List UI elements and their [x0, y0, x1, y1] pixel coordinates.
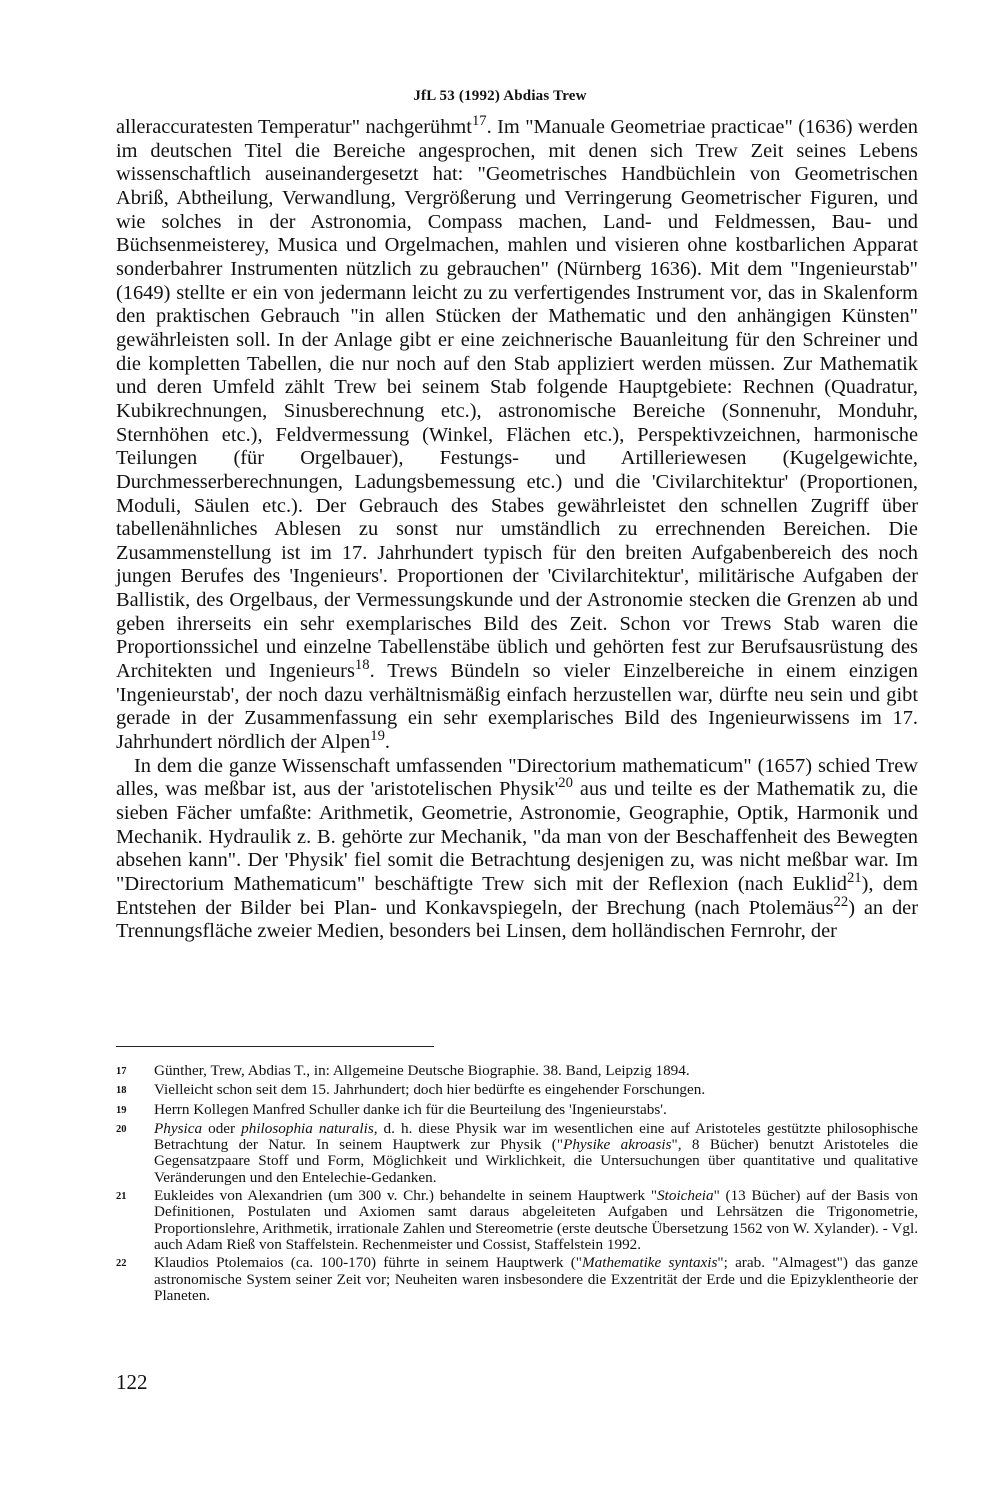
footnote — [116, 1102, 918, 1119]
body-text — [116, 112, 919, 944]
paragraph-text: aus und teilte es der Mathematik zu, die sieben Fächer umfaßte: Arithmetik, Geometrie, Astronomie, Geographie, Optik, Harmonik und Mechanik. Hydraulik z. B. gehörte zur Mechanik, "da man von der Beschaffenheit des Bewegten absehen kann". Der 'Physik' fiel somit die Betrachtung desjenigen zu, was nicht meßbar war. Im "Directorium Mathematicum" beschäftigte Trew sich mit der Reflexion (nach Euklid — [116, 778, 918, 895]
paragraph-text: . — [384, 731, 391, 754]
paragraph — [116, 112, 919, 755]
footnote-text-part: Klaudios Ptolemaios (ca. 100-170) führte in seinem Hauptwerk (" — [154, 1254, 582, 1272]
footnotes — [116, 1063, 918, 1306]
footnote-text-part: oder — [202, 1119, 242, 1137]
footnote-ref-19: 19 — [370, 727, 385, 744]
footnote-italic: Mathematike syntaxis — [581, 1254, 718, 1272]
footnote-text-part: " (13 Bücher) auf der Basis von Definitionen, Postulaten und Axiomen samt daraus abgeleiteten Aufgaben und Lehrsätzen die Trigonometrie, Proportionslehre, Arithmetik, irrationale Zahlen und Stereometrie (erste deutsche Übersetzung 1562 von W. Xylander). - Vgl. auch Adam Rieß von Staffelstein. Rechenmeister und Cossist, Staffelstein 1992. — [154, 1187, 918, 1253]
footnote — [116, 1255, 918, 1304]
paragraph-text: . Im "Manuale Geometriae practicae" (1636) werden im deutschen Titel die Bereiche angesprochen, mit denen sich Trew Zeit seines Lebens wissenschaftlich auseinandergesetzt hat: "Geometrisches Handbüchlein von Geometrischen Abriß, Abtheilung, Verwandlung, Vergrößerung und Verringerung Geometrischer Figuren, und wie solches in der Astronomia, Compass machen, Land- und Feldmessen, Bau- und Büchsenmeisterey, Musica und Orgelmachen, mahlen und visieren ohne kostbarlichen Apparat sonderbahrer Instrumenten nützlich zu gebrauchen" (Nürnberg 1636). Mit dem "Ingenieurstab" (1649) stellte er ein von jedermann leicht zu zu verfertigendes Instrument vor, das in Skalenform den praktischen Gebrauch "in allen Stücken der Mathematic und den anhängigen Künsten" gewährleisten soll. In der Anlage gibt er eine zeichnerische Bauanleitung für den Schreiner und die kompletten Tabellen, die nur noch auf den Stab appliziert werden müssen. Zur Mathematik und deren Umfeld zählt Trew bei seinem Stab folgende Hauptgebiete: Rechnen (Quadratur, Kubikrechnungen, Sinusberechnung etc.), astronomische Bereiche (Sonnenuhr, Monduhr, Sternhöhen etc.), Feldvermessung (Winkel, Flächen etc.), Perspektivzeichnen, harmonische Teilungen (für Orgelbauer), Festungs- und Artilleriewesen (Kugelgewichte, Durchmesserberechnungen, Ladungsbemessung etc.) und die 'Civilarchitektur' (Proportionen, Moduli, Säulen etc.). Der Gebrauch des Stabes gewährleistet den schnellen Zugriff über tabellenähnliches Ablesen zu sonst nur umständlich zu errechnenden Bereichen. Die Zusammenstellung ist im 17. Jahrhundert typisch für den breiten Aufgabenbereich des noch jungen Berufes des 'Ingenieurs'. Proportionen der 'Civilarchitektur', militärische Aufgaben der Ballistik, des Orgelbaus, der Vermessungskunde und der Astronomie stecken die Grenzen ab und geben ihrerseits ein sehr exemplarisches Bild des Zeit. Schon vor Trews Stab waren die Proportionssichel und einzelne Tabellenstäbe üblich und gehörten fest zur Berufsausrüstung des Architekten und Ingenieurs — [116, 116, 919, 683]
footnote-text — [154, 1188, 918, 1253]
footnote-number: 22 — [116, 1258, 127, 1270]
footnote-text-part: "; arab. "Almagest") das ganze astronomische System seiner Zeit vor; Neuheiten waren insbesondere die Exzentrität der Erde und die Epizyklentheorie der Planeten. — [154, 1254, 918, 1304]
footnote — [116, 1188, 918, 1253]
paragraph — [116, 755, 918, 944]
footnote-text — [154, 1121, 918, 1186]
running-head: JfL 53 (1992) Abdias Trew — [413, 88, 587, 104]
footnote-number: 17 — [116, 1066, 127, 1077]
paragraph-text: In dem die ganze Wissenschaft umfassenden "Directorium mathematicum" (1657) schied Trew alles, was meßbar ist, aus der 'aristotelischen Physik' — [116, 754, 918, 801]
footnote-number: 21 — [116, 1191, 127, 1203]
footnote-italic: philosophia naturalis — [241, 1119, 374, 1137]
footnote-text: Günther, Trew, Abdias T., in: Allgemeine Deutsche Biographie. 38. Band, Leipzig 1894. — [154, 1062, 690, 1079]
footnote-divider — [116, 1046, 434, 1047]
footnote — [116, 1082, 918, 1099]
footnote-ref-20: 20 — [558, 775, 573, 792]
footnote-number: 18 — [116, 1085, 127, 1097]
footnote-number: 19 — [116, 1104, 127, 1116]
footnote-text: Herrn Kollegen Manfred Schuller danke ich für die Beurteilung des 'Ingenieurstabs'. — [154, 1100, 667, 1118]
footnote-text-part: , d. h. diese Physik war im wesentlichen eine auf Aristoteles gestützte philosophische Betrachtung der Natur. In seinem Hauptwerk zur Physik (" — [154, 1119, 918, 1154]
footnote-ref-21: 21 — [846, 869, 862, 886]
footnote — [116, 1063, 918, 1080]
footnote-italic: Physike akroasis — [563, 1136, 672, 1154]
footnote-ref-22: 22 — [833, 893, 849, 910]
paragraph-text: ) an der Trennungsfläche zweier Medien, besonders bei Linsen, dem holländischen Fernrohr, der — [116, 896, 918, 943]
footnote-text — [154, 1255, 918, 1304]
paragraph-text: alleraccuratesten Temperatur" nachgerühmt — [116, 116, 472, 138]
paragraph-text: . Trews Bündeln so vieler Einzelbereiche in einem einzigen 'Ingenieurstab', der noch dazu verhältnismäßig einfach herzustellen war, dürfte neu sein und gibt gerade in der Zusammenfassung ein sehr exemplarisches Bild des Ingenieurwissens im 17. Jahrhundert nördlich der Alpen — [116, 660, 918, 754]
page-number: 122 — [116, 1370, 148, 1394]
footnote-ref-17: 17 — [471, 112, 487, 129]
footnote-italic: Stoicheia — [657, 1187, 714, 1205]
paragraph-text: ), dem Entstehen der Bilder bei Plan- und Konkavspiegeln, der Brechung (nach Ptolemäus — [116, 873, 919, 919]
footnote-text-part: ", 8 Bücher) benutzt Aristoteles die Gegensatzpaare Stoff und Form, Möglichkeit und Wirklichkeit, die Untersuchungen über quantitative und qualitative Veränderungen und den Entelechie-Gedanken. — [154, 1136, 918, 1186]
footnote-italic: Physica — [154, 1119, 203, 1137]
footnote-ref-18: 18 — [354, 657, 370, 674]
footnote-text-part: Eukleides von Alexandrien (um 300 v. Chr.) behandelte in seinem Hauptwerk " — [154, 1187, 658, 1205]
footnote — [116, 1121, 918, 1186]
footnote-number: 20 — [116, 1123, 127, 1135]
footnote-text: Vielleicht schon seit dem 15. Jahrhundert; doch hier bedürfte es eingehender Forschungen. — [154, 1081, 706, 1099]
